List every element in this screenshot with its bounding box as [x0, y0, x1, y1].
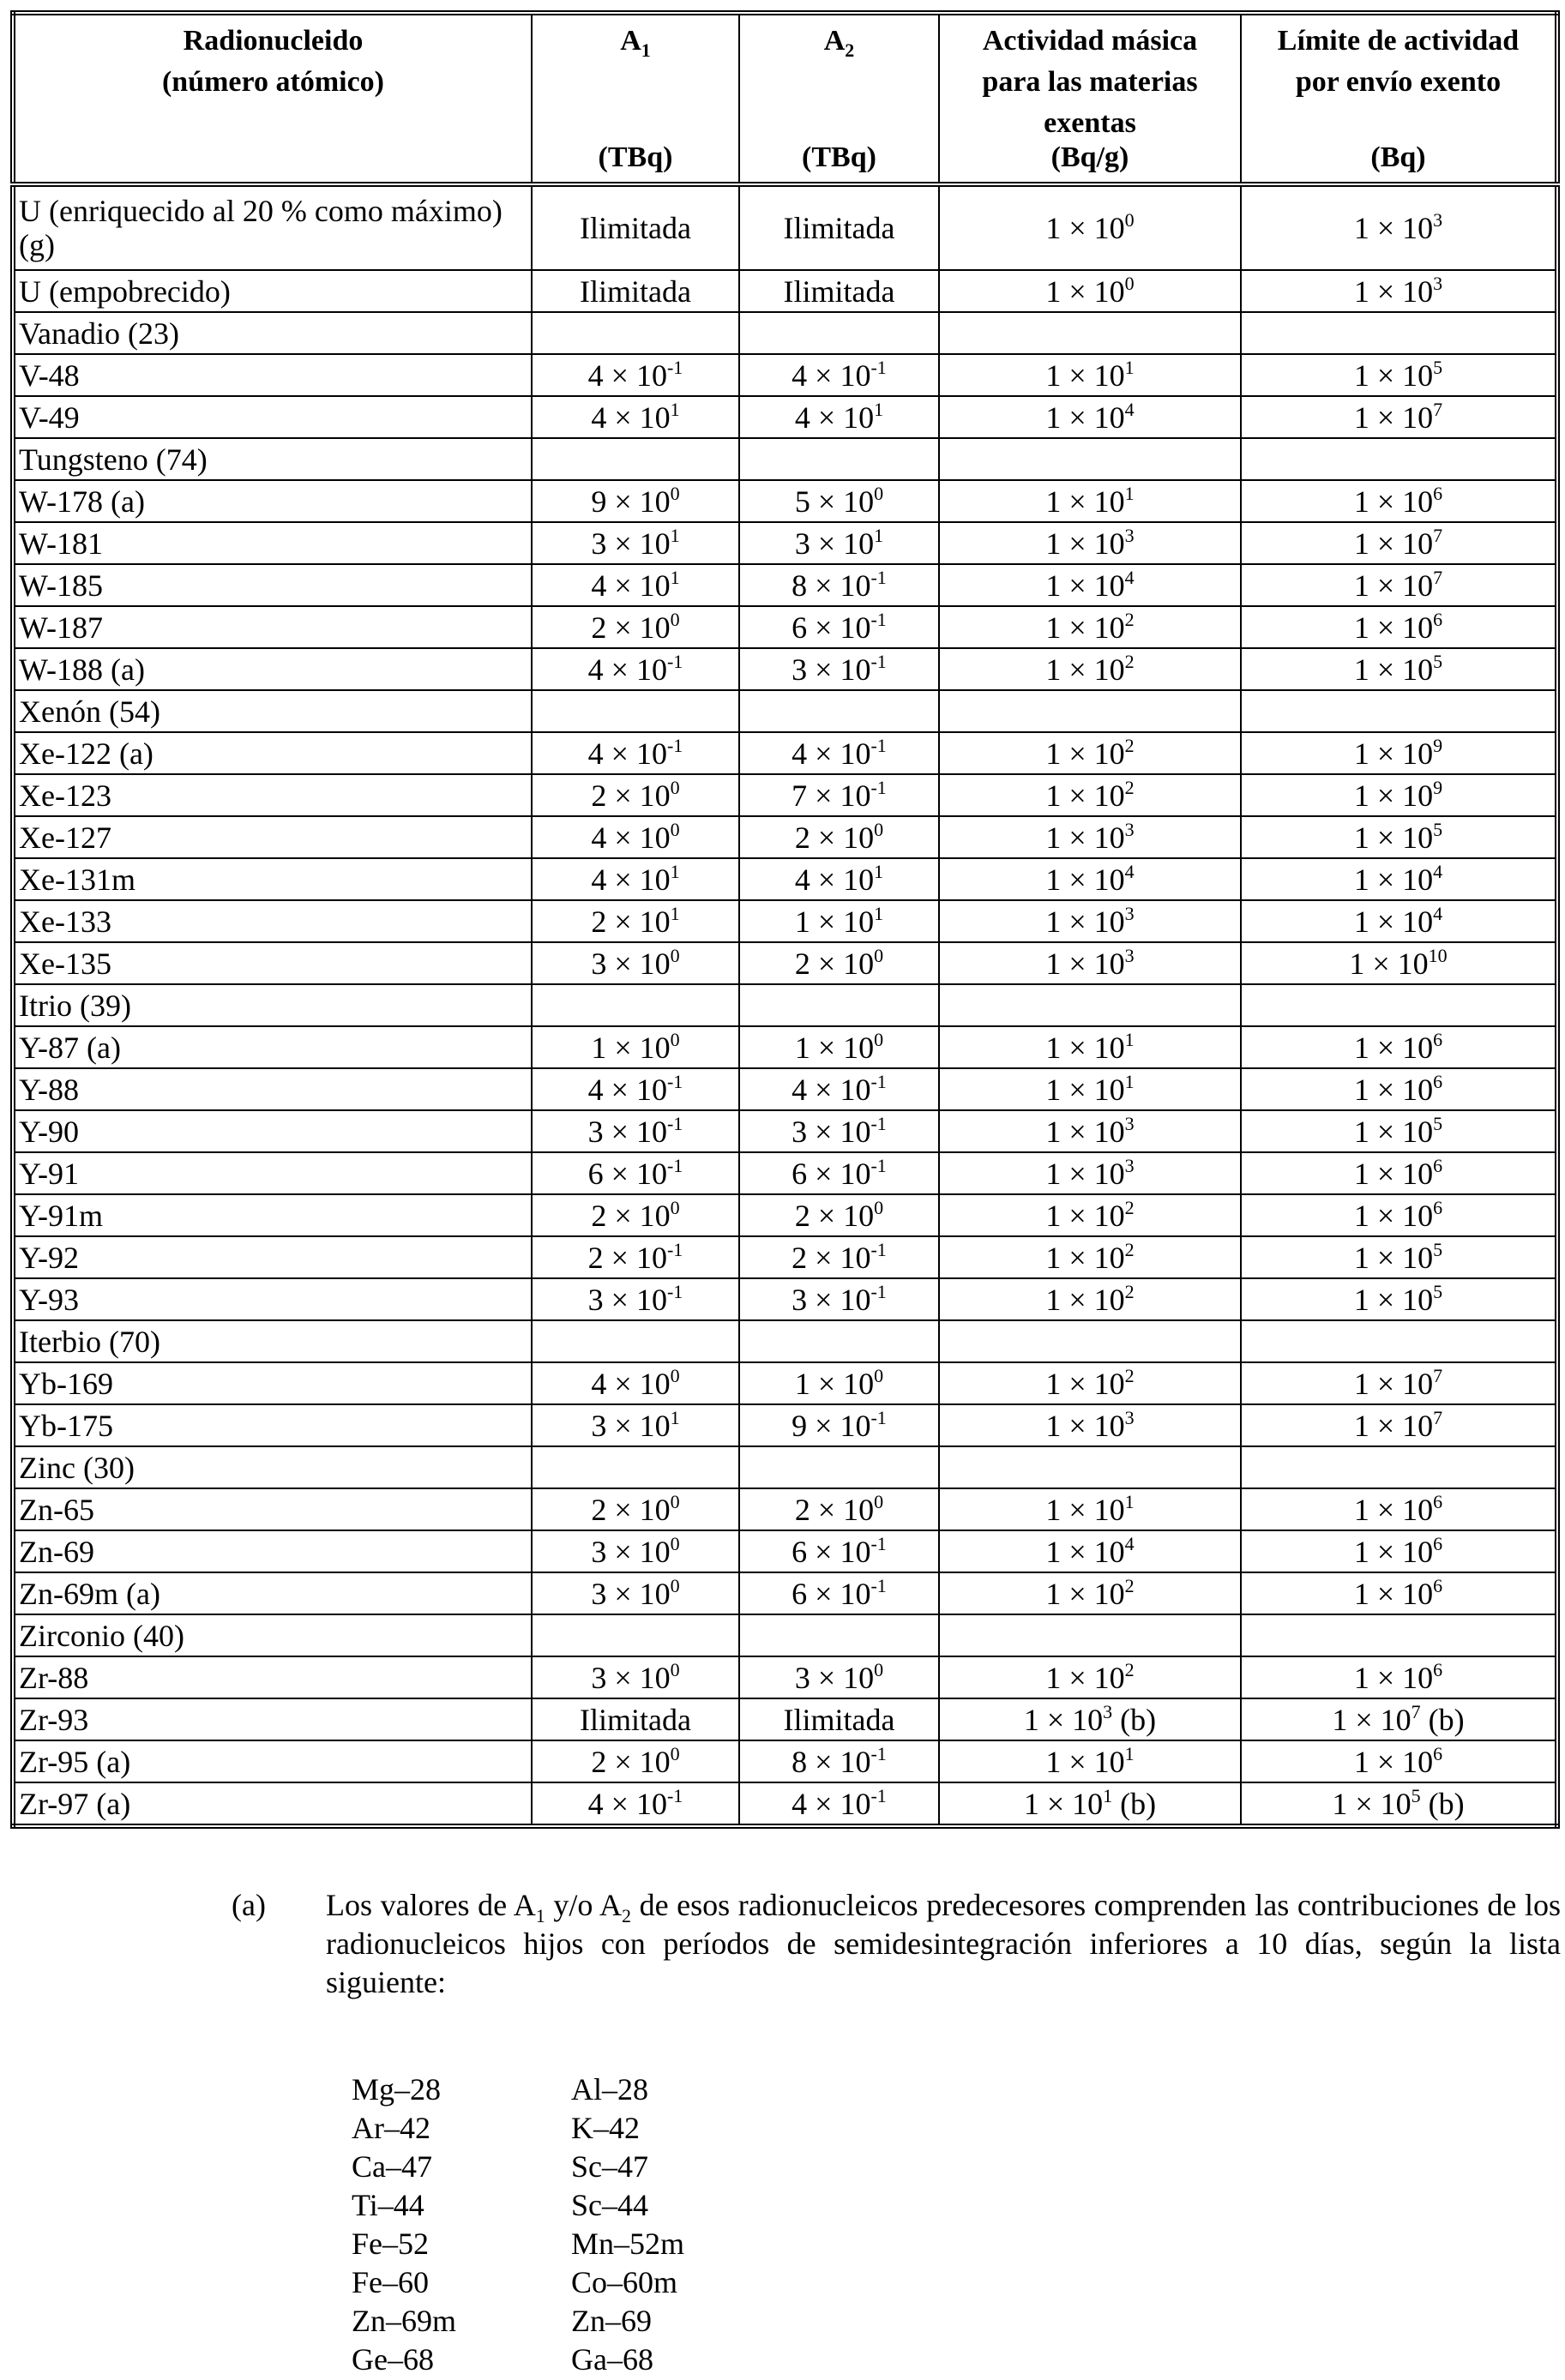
- activity-limit-cell: $1 \times 10^6$: [1241, 1572, 1557, 1614]
- mass-activity-cell: [939, 312, 1241, 354]
- table-row: [13, 354, 1557, 396]
- mass-activity-cell: [939, 690, 1241, 732]
- nuclide-cell: Yb-169: [13, 1362, 532, 1404]
- daughter-nuclide: Sc–44: [571, 2188, 648, 2222]
- a2-cell: [739, 690, 939, 732]
- header-subtitle: exentas: [1044, 107, 1136, 139]
- mass-activity-cell: $1 \times 10^1$: [939, 480, 1241, 522]
- element-group-label: Iterbio (70): [13, 1320, 532, 1362]
- a2-cell: $8 \times 10^{-1}$: [739, 564, 939, 606]
- table-row: [13, 1026, 1557, 1068]
- mass-activity-cell: $1 \times 10^2$: [939, 1194, 1241, 1236]
- activity-limit-cell: $1 \times 10^6$: [1241, 1488, 1557, 1530]
- activity-limit-cell: $1 \times 10^7$ (b): [1241, 1698, 1557, 1740]
- activity-limit-cell: $1 \times 10^6$: [1241, 1656, 1557, 1698]
- table-row: [13, 1488, 1557, 1530]
- mass-activity-cell: $1 \times 10^2$: [939, 1362, 1241, 1404]
- pair-row: [352, 2341, 684, 2379]
- header-title: Actividad másica: [982, 25, 1198, 57]
- nuclide-cell: Y-92: [13, 1236, 532, 1278]
- header-title: Límite de actividad: [1277, 25, 1520, 57]
- activity-limit-cell: $1 \times 10^6$: [1241, 1194, 1557, 1236]
- a2-cell: $4 \times 10^1$: [739, 396, 939, 438]
- nuclide-cell: Y-90: [13, 1110, 532, 1152]
- pair-row: [352, 2148, 684, 2186]
- parent-nuclide: Ti–44: [352, 2188, 424, 2222]
- activity-limit-cell: $1 \times 10^3$: [1241, 270, 1557, 312]
- table-row: [13, 1362, 1557, 1404]
- a2-cell: $4 \times 10^{-1}$: [739, 354, 939, 396]
- activity-limit-cell: $1 \times 10^5$: [1241, 354, 1557, 396]
- nuclide-cell: W-178 (a): [13, 480, 532, 522]
- element-group-label: Vanadio (23): [13, 312, 532, 354]
- table-row: [13, 774, 1557, 816]
- nuclide-cell: Zr-97 (a): [13, 1782, 532, 1826]
- element-group-row: [13, 1446, 1557, 1488]
- mass-activity-cell: $1 \times 10^2$: [939, 1278, 1241, 1320]
- a1-cell: [532, 690, 739, 732]
- activity-limit-cell: $1 \times 10^6$: [1241, 1068, 1557, 1110]
- a1-cell: [532, 312, 739, 354]
- activity-limit-cell: $1 \times 10^5$: [1241, 1236, 1557, 1278]
- activity-limit-cell: $1 \times 10^7$: [1241, 1362, 1557, 1404]
- a1-cell: $3 \times 10^1$: [532, 1404, 739, 1446]
- activity-limit-cell: $1 \times 10^6$: [1241, 480, 1557, 522]
- table-row: [13, 270, 1557, 312]
- a1-cell: [532, 438, 739, 480]
- a1-cell: [532, 1614, 739, 1656]
- activity-limit-cell: [1241, 312, 1557, 354]
- pair-row: [352, 2109, 684, 2148]
- mass-activity-cell: $1 \times 10^2$: [939, 1572, 1241, 1614]
- daughter-nuclide: Ga–68: [571, 2342, 653, 2377]
- a1-cell: $3 \times 10^0$: [532, 1656, 739, 1698]
- mass-activity-cell: $1 \times 10^2$: [939, 606, 1241, 648]
- a2-cell: $2 \times 10^0$: [739, 1194, 939, 1236]
- mass-activity-cell: $1 \times 10^2$: [939, 732, 1241, 774]
- a1-cell: $6 \times 10^{-1}$: [532, 1152, 739, 1194]
- a1-cell: $3 \times 10^0$: [532, 1530, 739, 1572]
- mass-activity-cell: $1 \times 10^2$: [939, 648, 1241, 690]
- activity-limit-cell: $1 \times 10^9$: [1241, 732, 1557, 774]
- a2-cell: $1 \times 10^0$: [739, 1026, 939, 1068]
- mass-activity-cell: [939, 984, 1241, 1026]
- mass-activity-cell: $1 \times 10^3$: [939, 942, 1241, 984]
- pair-row: [352, 2186, 684, 2225]
- a2-cell: $7 \times 10^{-1}$: [739, 774, 939, 816]
- element-group-label: Itrio (39): [13, 984, 532, 1026]
- mass-activity-cell: $1 \times 10^0$: [939, 270, 1241, 312]
- radionuclide-table: [10, 10, 1560, 1829]
- daughter-nuclide: Sc–47: [571, 2149, 648, 2184]
- table-row: [13, 942, 1557, 984]
- nuclide-cell: Zn-69: [13, 1530, 532, 1572]
- a1-cell: $2 \times 10^0$: [532, 774, 739, 816]
- table-row: [13, 732, 1557, 774]
- a2-cell: [739, 1320, 939, 1362]
- element-group-row: [13, 438, 1557, 480]
- nuclide-cell: Y-88: [13, 1068, 532, 1110]
- activity-limit-cell: $1 \times 10^6$: [1241, 1530, 1557, 1572]
- pair-row: [352, 2263, 684, 2302]
- activity-limit-cell: $1 \times 10^4$: [1241, 900, 1557, 942]
- a2-cell: [739, 1446, 939, 1488]
- a2-cell: [739, 312, 939, 354]
- nuclide-cell: Y-91: [13, 1152, 532, 1194]
- header-limite-actividad: [1241, 13, 1557, 184]
- table-row: [13, 564, 1557, 606]
- nuclide-cell: Zn-65: [13, 1488, 532, 1530]
- activity-limit-cell: [1241, 984, 1557, 1026]
- a1-cell: $2 \times 10^1$: [532, 900, 739, 942]
- header-title: $A_2$: [823, 25, 855, 61]
- a2-cell: $9 \times 10^{-1}$: [739, 1404, 939, 1446]
- a2-cell: Ilimitada: [739, 184, 939, 270]
- activity-limit-cell: $1 \times 10^5$: [1241, 1278, 1557, 1320]
- header-unit: (TBq): [598, 141, 673, 173]
- nuclide-cell: V-48: [13, 354, 532, 396]
- a1-cell: $4 \times 10^{-1}$: [532, 648, 739, 690]
- activity-limit-cell: $1 \times 10^7$: [1241, 564, 1557, 606]
- table-row: [13, 900, 1557, 942]
- mass-activity-cell: $1 \times 10^1$: [939, 1488, 1241, 1530]
- a2-cell: $3 \times 10^{-1}$: [739, 1110, 939, 1152]
- a2-cell: $6 \times 10^{-1}$: [739, 1530, 939, 1572]
- a2-cell: $6 \times 10^{-1}$: [739, 1572, 939, 1614]
- table-row: [13, 1740, 1557, 1782]
- activity-limit-cell: $1 \times 10^5$: [1241, 648, 1557, 690]
- nuclide-cell: W-185: [13, 564, 532, 606]
- table-row: [13, 1152, 1557, 1194]
- a2-cell: Ilimitada: [739, 270, 939, 312]
- a2-cell: [739, 1614, 939, 1656]
- header-subtitle: (número atómico): [161, 66, 385, 98]
- a1-cell: $4 \times 10^0$: [532, 816, 739, 858]
- activity-limit-cell: $1 \times 10^9$: [1241, 774, 1557, 816]
- nuclide-cell: Xe-133: [13, 900, 532, 942]
- header-radionucleido: [13, 13, 532, 184]
- element-group-row: [13, 984, 1557, 1026]
- mass-activity-cell: $1 \times 10^1$: [939, 1026, 1241, 1068]
- header-unit: (Bq): [1370, 141, 1426, 173]
- activity-limit-cell: $1 \times 10^6$: [1241, 1152, 1557, 1194]
- header-subtitle: por envío exento: [1295, 66, 1502, 98]
- mass-activity-cell: $1 \times 10^1$: [939, 1740, 1241, 1782]
- activity-limit-cell: $1 \times 10^6$: [1241, 606, 1557, 648]
- a1-cell: $2 \times 10^{-1}$: [532, 1236, 739, 1278]
- table-row: [13, 480, 1557, 522]
- activity-limit-cell: $1 \times 10^{10}$: [1241, 942, 1557, 984]
- mass-activity-cell: $1 \times 10^2$: [939, 1236, 1241, 1278]
- mass-activity-cell: [939, 1614, 1241, 1656]
- activity-limit-cell: $1 \times 10^3$: [1241, 184, 1557, 270]
- mass-activity-cell: $1 \times 10^1$: [939, 1068, 1241, 1110]
- nuclide-cell: Zr-93: [13, 1698, 532, 1740]
- a2-cell: $1 \times 10^1$: [739, 900, 939, 942]
- activity-limit-cell: [1241, 1446, 1557, 1488]
- a1-cell: $2 \times 10^0$: [532, 1194, 739, 1236]
- a2-cell: $2 \times 10^0$: [739, 1488, 939, 1530]
- table-row: [13, 606, 1557, 648]
- a2-cell: $3 \times 10^{-1}$: [739, 1278, 939, 1320]
- table-row: [13, 1068, 1557, 1110]
- table-row: [13, 648, 1557, 690]
- parent-nuclide: Zn–69m: [352, 2304, 456, 2338]
- pair-row: [352, 2302, 684, 2341]
- mass-activity-cell: $1 \times 10^4$: [939, 564, 1241, 606]
- a2-cell: $4 \times 10^1$: [739, 858, 939, 900]
- table-body: [13, 184, 1557, 1826]
- activity-limit-cell: [1241, 1614, 1557, 1656]
- element-group-label: Xenón (54): [13, 690, 532, 732]
- a1-cell: Ilimitada: [532, 270, 739, 312]
- a2-cell: $6 \times 10^{-1}$: [739, 606, 939, 648]
- footnote-text: Los valores de $A_1$ y/o $A_2$ de esos radionucleicos predecesores comprenden las contribuciones de los radionucleicos hijos con períodos de semidesintegración inferiores a 10 días, según la lista siguiente:: [326, 1888, 1561, 1999]
- a2-cell: $5 \times 10^0$: [739, 480, 939, 522]
- activity-limit-cell: [1241, 690, 1557, 732]
- daughter-nuclide: Mn–52m: [571, 2227, 685, 2261]
- table-row: [13, 1236, 1557, 1278]
- mass-activity-cell: $1 \times 10^3$: [939, 816, 1241, 858]
- daughter-nuclide: K–42: [571, 2111, 640, 2145]
- header-title: Radionucleido: [183, 25, 364, 57]
- nuclide-cell: Y-91m: [13, 1194, 532, 1236]
- a1-cell: $1 \times 10^0$: [532, 1026, 739, 1068]
- nuclide-cell: Xe-131m: [13, 858, 532, 900]
- activity-limit-cell: $1 \times 10^5$: [1241, 816, 1557, 858]
- parent-nuclide: Mg–28: [352, 2072, 442, 2107]
- a1-cell: $3 \times 10^{-1}$: [532, 1110, 739, 1152]
- a2-cell: $2 \times 10^0$: [739, 942, 939, 984]
- a1-cell: $3 \times 10^1$: [532, 522, 739, 564]
- nuclide-cell: U (empobrecido): [13, 270, 532, 312]
- mass-activity-cell: $1 \times 10^3$: [939, 1152, 1241, 1194]
- mass-activity-cell: $1 \times 10^1$: [939, 354, 1241, 396]
- mass-activity-cell: $1 \times 10^3$: [939, 1110, 1241, 1152]
- table-row: [13, 1656, 1557, 1698]
- parent-nuclide: Ca–47: [352, 2149, 432, 2184]
- element-group-label: Zinc (30): [13, 1446, 532, 1488]
- nuclide-cell: W-188 (a): [13, 648, 532, 690]
- a2-cell: [739, 438, 939, 480]
- activity-limit-cell: [1241, 438, 1557, 480]
- table-row: [13, 1782, 1557, 1826]
- a1-cell: $4 \times 10^{-1}$: [532, 732, 739, 774]
- a1-cell: $4 \times 10^1$: [532, 564, 739, 606]
- a2-cell: $4 \times 10^{-1}$: [739, 732, 939, 774]
- element-group-label: Tungsteno (74): [13, 438, 532, 480]
- nuclide-cell: Zr-95 (a): [13, 1740, 532, 1782]
- a2-cell: $3 \times 10^0$: [739, 1656, 939, 1698]
- a1-cell: $4 \times 10^{-1}$: [532, 354, 739, 396]
- a1-cell: $2 \times 10^0$: [532, 606, 739, 648]
- nuclide-cell: V-49: [13, 396, 532, 438]
- activity-limit-cell: $1 \times 10^6$: [1241, 1740, 1557, 1782]
- a1-cell: $4 \times 10^{-1}$: [532, 1782, 739, 1826]
- parent-nuclide: Ar–42: [352, 2111, 430, 2145]
- a1-cell: $4 \times 10^1$: [532, 858, 739, 900]
- activity-limit-cell: [1241, 1320, 1557, 1362]
- a1-cell: $4 \times 10^1$: [532, 396, 739, 438]
- element-group-label: Zirconio (40): [13, 1614, 532, 1656]
- header-unit: (Bq/g): [1050, 141, 1129, 173]
- a1-cell: $9 \times 10^0$: [532, 480, 739, 522]
- table-row: [13, 1194, 1557, 1236]
- activity-limit-cell: $1 \times 10^5$ (b): [1241, 1782, 1557, 1826]
- a1-cell: [532, 1320, 739, 1362]
- a2-cell: Ilimitada: [739, 1698, 939, 1740]
- a2-cell: $2 \times 10^0$: [739, 816, 939, 858]
- header-row: [13, 13, 1557, 184]
- footnote: [223, 1886, 1561, 2002]
- a2-cell: $4 \times 10^{-1}$: [739, 1782, 939, 1826]
- a2-cell: $3 \times 10^{-1}$: [739, 648, 939, 690]
- nuclide-cell: Xe-123: [13, 774, 532, 816]
- nuclide-cell: Xe-122 (a): [13, 732, 532, 774]
- footnote-label: (a): [232, 1888, 266, 1922]
- element-group-row: [13, 690, 1557, 732]
- mass-activity-cell: $1 \times 10^3$: [939, 900, 1241, 942]
- parent-daughter-list: [352, 2070, 684, 2379]
- table-row: [13, 1530, 1557, 1572]
- element-group-row: [13, 1320, 1557, 1362]
- mass-activity-cell: $1 \times 10^3$: [939, 522, 1241, 564]
- activity-limit-cell: $1 \times 10^4$: [1241, 858, 1557, 900]
- table-row: [13, 816, 1557, 858]
- a1-cell: [532, 1446, 739, 1488]
- a1-cell: $3 \times 10^0$: [532, 942, 739, 984]
- nuclide-cell: Yb-175: [13, 1404, 532, 1446]
- nuclide-cell: U (enriquecido al 20 % como máximo) (g): [13, 184, 532, 270]
- a1-cell: $2 \times 10^0$: [532, 1488, 739, 1530]
- a2-cell: $6 \times 10^{-1}$: [739, 1152, 939, 1194]
- mass-activity-cell: $1 \times 10^4$: [939, 858, 1241, 900]
- nuclide-cell: Zr-88: [13, 1656, 532, 1698]
- mass-activity-cell: $1 \times 10^4$: [939, 1530, 1241, 1572]
- pair-row: [352, 2070, 684, 2109]
- mass-activity-cell: [939, 438, 1241, 480]
- a1-cell: $3 \times 10^0$: [532, 1572, 739, 1614]
- mass-activity-cell: [939, 1320, 1241, 1362]
- activity-limit-cell: $1 \times 10^7$: [1241, 1404, 1557, 1446]
- a2-cell: $4 \times 10^{-1}$: [739, 1068, 939, 1110]
- a1-cell: $3 \times 10^{-1}$: [532, 1278, 739, 1320]
- element-group-row: [13, 1614, 1557, 1656]
- nuclide-cell: Xe-135: [13, 942, 532, 984]
- daughter-nuclide: Al–28: [571, 2072, 648, 2107]
- a2-cell: $2 \times 10^{-1}$: [739, 1236, 939, 1278]
- activity-limit-cell: $1 \times 10^7$: [1241, 396, 1557, 438]
- mass-activity-cell: $1 \times 10^0$: [939, 184, 1241, 270]
- a2-cell: $8 \times 10^{-1}$: [739, 1740, 939, 1782]
- header-title: $A_1$: [620, 25, 651, 61]
- a2-cell: $3 \times 10^1$: [739, 522, 939, 564]
- mass-activity-cell: $1 \times 10^4$: [939, 396, 1241, 438]
- mass-activity-cell: $1 \times 10^1$ (b): [939, 1782, 1241, 1826]
- nuclide-cell: Xe-127: [13, 816, 532, 858]
- mass-activity-cell: $1 \times 10^3$ (b): [939, 1698, 1241, 1740]
- header-actividad-masica: [939, 13, 1241, 184]
- header-unit: (TBq): [802, 141, 876, 173]
- a1-cell: [532, 984, 739, 1026]
- a2-cell: [739, 984, 939, 1026]
- header-subtitle: para las materias: [982, 66, 1198, 98]
- nuclide-cell: W-181: [13, 522, 532, 564]
- nuclide-cell: Y-87 (a): [13, 1026, 532, 1068]
- mass-activity-cell: $1 \times 10^2$: [939, 774, 1241, 816]
- mass-activity-cell: $1 \times 10^3$: [939, 1404, 1241, 1446]
- parent-nuclide: Fe–60: [352, 2265, 429, 2299]
- nuclide-cell: Zn-69m (a): [13, 1572, 532, 1614]
- activity-limit-cell: $1 \times 10^7$: [1241, 522, 1557, 564]
- mass-activity-cell: $1 \times 10^2$: [939, 1656, 1241, 1698]
- header-a2: [739, 13, 939, 184]
- element-group-row: [13, 312, 1557, 354]
- a1-cell: Ilimitada: [532, 1698, 739, 1740]
- daughter-nuclide: Zn–69: [571, 2304, 652, 2338]
- nuclide-cell: W-187: [13, 606, 532, 648]
- header-a1: [532, 13, 739, 184]
- activity-limit-cell: $1 \times 10^5$: [1241, 1110, 1557, 1152]
- a1-cell: $4 \times 10^{-1}$: [532, 1068, 739, 1110]
- a2-cell: $1 \times 10^0$: [739, 1362, 939, 1404]
- a1-cell: $2 \times 10^0$: [532, 1740, 739, 1782]
- parent-nuclide: Fe–52: [352, 2227, 429, 2261]
- table-row: [13, 184, 1557, 270]
- nuclide-cell: Y-93: [13, 1278, 532, 1320]
- table-row: [13, 396, 1557, 438]
- pair-row: [352, 2225, 684, 2263]
- mass-activity-cell: [939, 1446, 1241, 1488]
- table-row: [13, 1698, 1557, 1740]
- daughter-nuclide: Co–60m: [571, 2265, 678, 2299]
- activity-limit-cell: $1 \times 10^6$: [1241, 1026, 1557, 1068]
- table-row: [13, 1404, 1557, 1446]
- table-row: [13, 1572, 1557, 1614]
- table-row: [13, 522, 1557, 564]
- table-row: [13, 1278, 1557, 1320]
- table-row: [13, 1110, 1557, 1152]
- table-row: [13, 858, 1557, 900]
- parent-nuclide: Ge–68: [352, 2342, 434, 2377]
- a1-cell: $4 \times 10^0$: [532, 1362, 739, 1404]
- a1-cell: Ilimitada: [532, 184, 739, 270]
